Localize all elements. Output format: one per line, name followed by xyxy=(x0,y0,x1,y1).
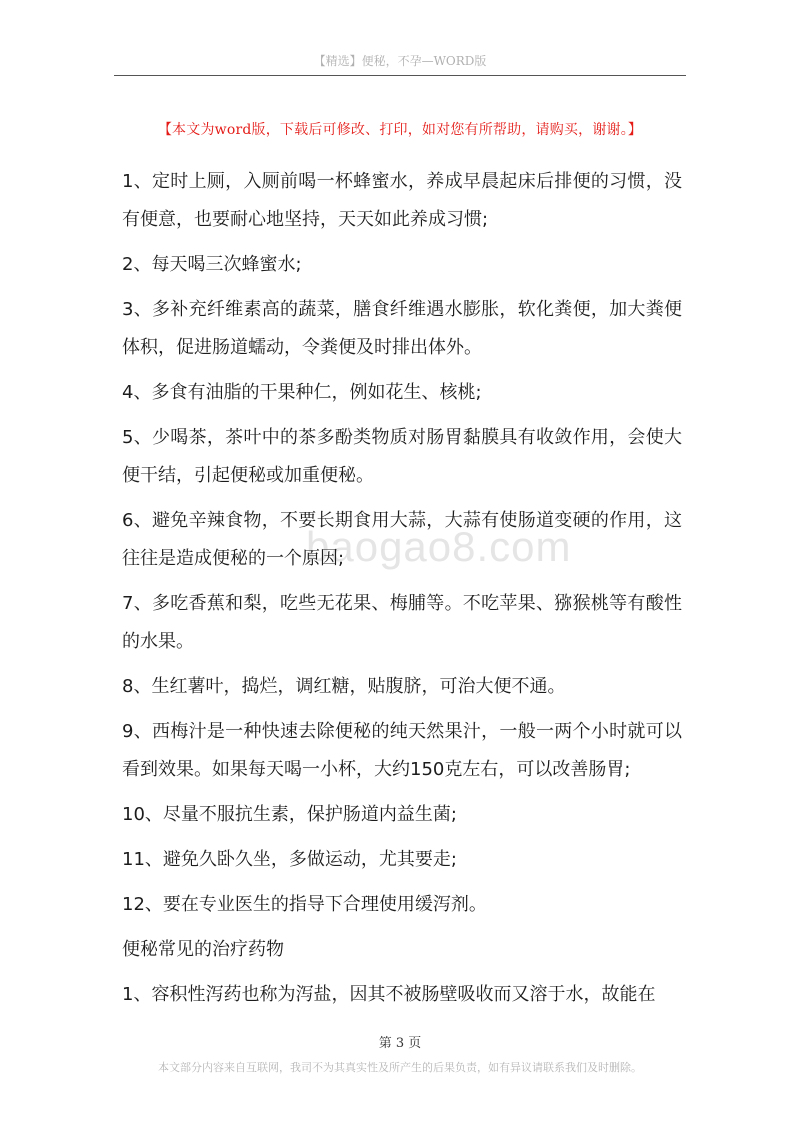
notice-banner: 【本文为word版，下载后可修改、打印，如对您有所帮助，请购买，谢谢。】 xyxy=(157,122,643,138)
paragraph-12: 12、要在专业医生的指导下合理使用缓泻剂。 xyxy=(122,894,487,915)
paragraph-11: 11、避免久卧久坐，多做运动，尤其要走; xyxy=(122,849,457,870)
section-heading: 便秘常见的治疗药物 xyxy=(122,939,284,960)
page-header: 【精选】便秘，不孕—WORD版 xyxy=(313,54,487,68)
paragraph-1: 1、定时上厕，入厕前喝一杯蜂蜜水，养成早晨起床后排便的习惯，没有便意，也要耐心地坚持，天天如此养成习惯; xyxy=(122,171,682,230)
header-divider xyxy=(114,75,686,76)
watermark: baogao8.com xyxy=(306,523,572,570)
paragraph-13: 1、容积性泻药也称为泻盐，因其不被肠壁吸收而又溶于水，故能在 xyxy=(122,984,656,1005)
paragraph-7: 7、多吃香蕉和梨，吃些无花果、梅脯等。不吃苹果、猕猴桃等有酸性的水果。 xyxy=(122,593,682,652)
paragraph-8: 8、生红薯叶，捣烂，调红糖，贴腹脐，可治大便不通。 xyxy=(122,676,566,697)
page-number: 第 3 页 xyxy=(378,1036,422,1051)
paragraph-2: 2、每天喝三次蜂蜜水; xyxy=(122,254,302,275)
paragraph-9: 9、西梅汁是一种快速去除便秘的纯天然果汁，一般一两个小时就可以看到效果。如果每天喝一小杯，大约150克左右，可以改善肠胃; xyxy=(122,721,682,780)
paragraph-10: 10、尽量不服抗生素，保护肠道内益生菌; xyxy=(122,804,457,825)
paragraph-6: 6、避免辛辣食物，不要长期食用大蒜，大蒜有使肠道变硬的作用，这往往是造成便秘的一个原因; xyxy=(122,510,682,569)
paragraph-5: 5、少喝茶，茶叶中的茶多酚类物质对肠胃黏膜具有收敛作用，会使大便干结，引起便秘或加重便秘。 xyxy=(122,427,682,486)
paragraph-4: 4、多食有油脂的干果种仁，例如花生、核桃; xyxy=(122,382,482,403)
footer-disclaimer: 本文部分内容来自互联网，我司不为其真实性及所产生的后果负责，如有异议请联系我们及时删除。 xyxy=(158,1061,642,1074)
document-body xyxy=(122,163,682,1021)
paragraph-3: 3、多补充纤维素高的蔬菜，膳食纤维遇水膨胀，软化粪便，加大粪便体积，促进肠道蠕动，令粪便及时排出体外。 xyxy=(122,299,682,358)
